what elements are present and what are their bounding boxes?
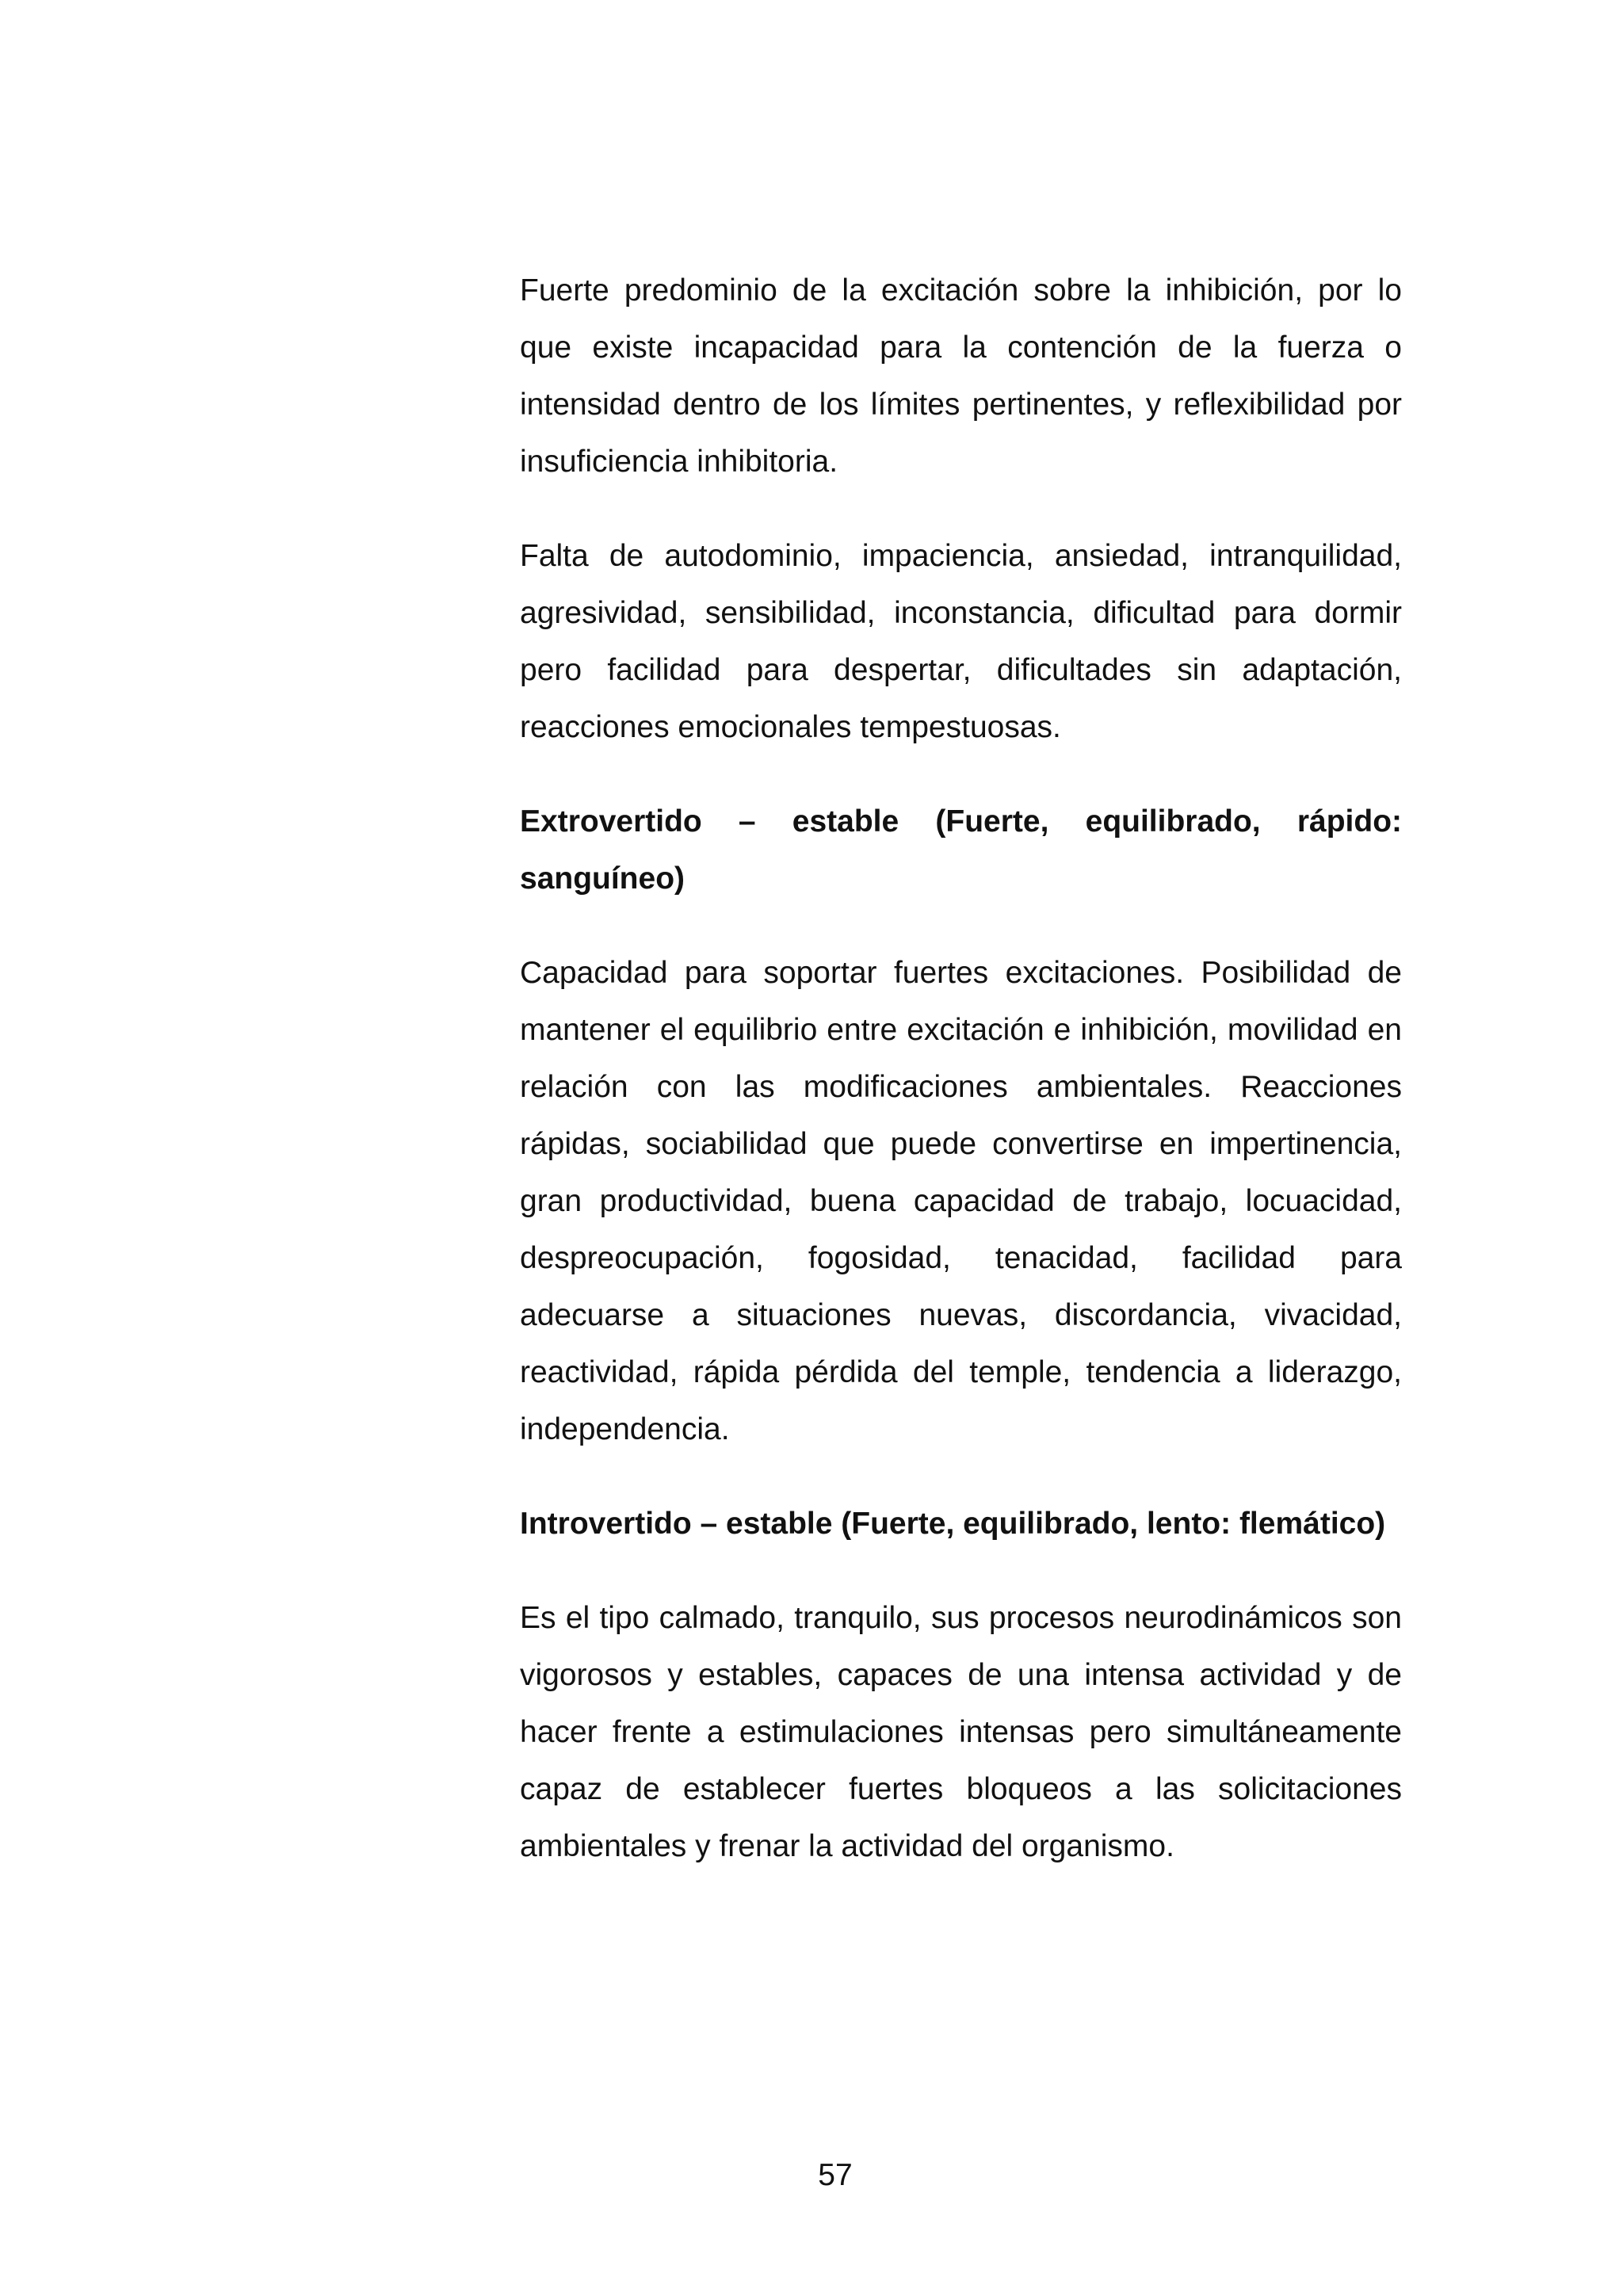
paragraph-sanguineo-description: Capacidad para soportar fuertes excitaciones. Posibilidad de mantener el equilibrio entre excitación e inhibición, movilidad en relación con las modificaciones ambientales. Reacciones rápidas, sociabilidad que puede convertirse en impertinencia, gran productividad, buena capacidad de trabajo, locuacidad, despreocupación, fogosidad, tenacidad, facilidad para adecuarse a situaciones nuevas, discordancia, vivacidad, reactividad, rápida pérdida del temple, tendencia a liderazgo, independencia. — [520, 956, 1402, 1446]
paragraph-excitation-predominance: Fuerte predominio de la excitación sobre la inhibición, por lo que existe incapacidad para la contención de la fuerza o intensidad dentro de los límites pertinentes, y reflexibilidad por insuficiencia inhibitoria. — [520, 273, 1402, 479]
heading-introvertido-estable: Introvertido – estable (Fuerte, equilibrado, lento: flemático) — [520, 1507, 1386, 1541]
heading-extrovertido-estable: Extrovertido – estable (Fuerte, equilibrado, rápido: sanguíneo) — [520, 804, 1402, 896]
paragraph-self-control-traits: Falta de autodominio, impaciencia, ansiedad, intranquilidad, agresividad, sensibilidad, inconstancia, dificultad para dormir pero facilidad para despertar, dificultades sin adaptación, reacciones emocionales tempestuosas. — [520, 539, 1402, 744]
page-body — [520, 262, 1402, 1912]
page-number: 57 — [818, 2158, 853, 2192]
paragraph-flematico-description: Es el tipo calmado, tranquilo, sus procesos neurodinámicos son vigorosos y estables, capaces de una intensa actividad y de hacer frente a estimulaciones intensas pero simultáneamente capaz de establecer fuertes bloqueos a las solicitaciones ambientales y frenar la actividad del organismo. — [520, 1601, 1402, 1863]
